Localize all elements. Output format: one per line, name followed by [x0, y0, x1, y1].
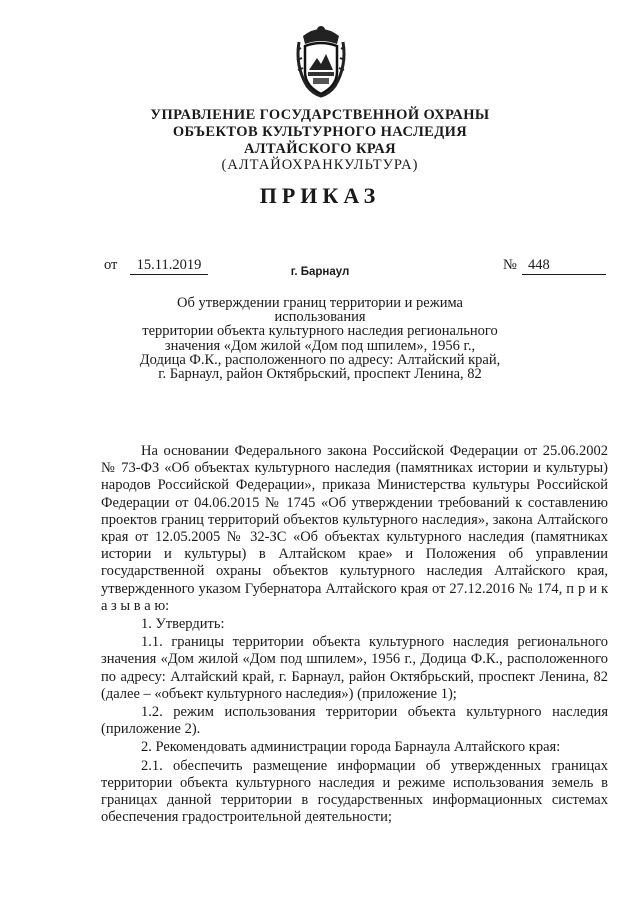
- preamble-paragraph: На основании Федерального закона Российской Федерации от 25.06.2002 № 73-ФЗ «Об объектах культурного наследия (памятниках истории и культуры) народов Российской Федерации», приказа Министерства культуры Российской Федерации от 04.06.2015 № 1745 «Об утверждении требований к составлению проектов границ территорий объектов культурного наследия», закона Алтайского края от 12.05.2005 № 32-ЗС «Об объектах культурного наследия (памятниках истории и культуры) в Алтайском крае» и Положения об управлении государственной охраны объектов культурного наследия Алтайского края, утвержденного указом Губернатора Алтайского края от 27.12.2016 № 174, п р и к а з ы в а ю:: [101, 443, 608, 614]
- subject-line: Додица Ф.К., расположенного по адресу: Алтайский край,: [139, 351, 501, 368]
- org-short-name: (АЛТАЙОХРАНКУЛЬТУРА): [221, 157, 419, 173]
- document-title: ПРИКАЗ: [259, 183, 381, 208]
- document-number: 448: [522, 257, 606, 275]
- city-name: г. Барнаул: [290, 266, 350, 278]
- subject-line: значения «Дом жилой «Дом под шпилем», 1956 г.,: [164, 337, 476, 354]
- document-body: [101, 443, 608, 826]
- date-label: от: [104, 257, 118, 273]
- item-1-1: 1.1. границы территории объекта культурного наследия регионального значения «Дом жилой «Дом под шпилем», 1956 г., Додица Ф.К., расположенного по адресу: Алтайский край, г. Барнаул, район Октябрьский, проспект Ленина, 82 (далее – «объект культурного наследия») (приложение 1);: [101, 634, 608, 702]
- org-name-line-1: УПРАВЛЕНИЕ ГОСУДАРСТВЕННОЙ ОХРАНЫ: [150, 107, 490, 123]
- item-1: 1. Утвердить:: [141, 616, 225, 633]
- org-name-line-3: АЛТАЙСКОГО КРАЯ: [243, 141, 397, 157]
- subject-line: Об утверждении границ территории и режима использования: [177, 295, 463, 326]
- subject-line: г. Барнаул, район Октябрьский, проспект Ленина, 82: [158, 366, 482, 383]
- document-subject: [130, 296, 510, 381]
- item-2: 2. Рекомендовать администрации города Барнаула Алтайского края:: [141, 739, 561, 756]
- org-name-line-2: ОБЪЕКТОВ КУЛЬТУРНОГО НАСЛЕДИЯ: [172, 124, 468, 140]
- document-date: 15.11.2019: [130, 257, 208, 275]
- number-label: №: [503, 257, 517, 273]
- item-1-2: 1.2. режим использования территории объекта культурного наследия (приложение 2).: [101, 704, 608, 738]
- coat-of-arms-emblem: [293, 20, 349, 100]
- item-2-1: 2.1. обеспечить размещение информации об утвержденных границах территории объекта культурного наследия и режиме использования земель в границах данной территории в государственных информационных системах обеспечения градостроительной деятельности;: [101, 757, 608, 826]
- subject-line: территории объекта культурного наследия регионального: [142, 323, 498, 340]
